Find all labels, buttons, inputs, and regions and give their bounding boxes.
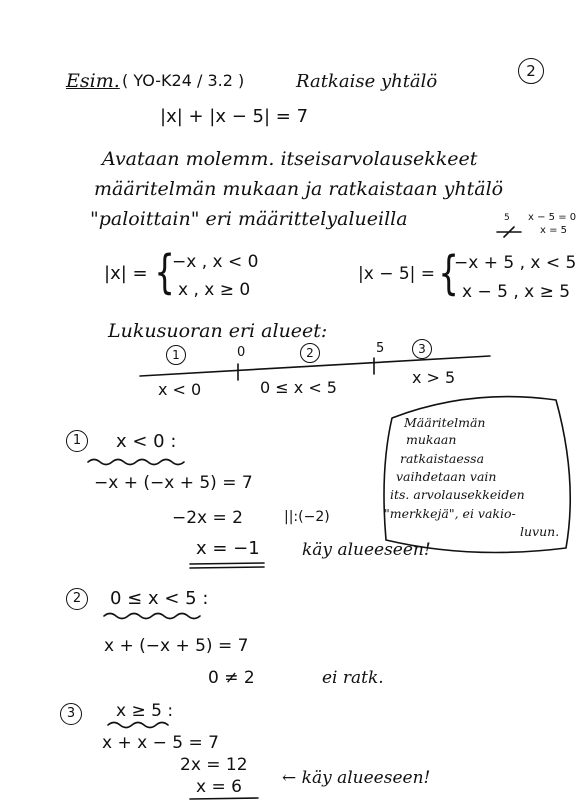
case-2-comment: ei ratk. <box>322 668 384 688</box>
bubble-line-5: its. arvolausekkeiden <box>390 487 525 502</box>
abs-x-lhs: |x| = <box>104 263 148 284</box>
abs-x5-lhs: |x − 5| = <box>358 264 436 284</box>
case-2-marker: 2 <box>66 588 88 610</box>
case-2-wavy-underline <box>104 614 200 619</box>
abs-x-brace: { <box>154 245 175 299</box>
region-2-label: 0 ≤ x < 5 <box>260 378 337 397</box>
region-1-marker: 1 <box>166 345 186 365</box>
case-3-comment: ← käy alueeseen! <box>282 768 431 788</box>
case-1-divide-note: ||:(−2) <box>284 509 330 525</box>
region-1-label: x < 0 <box>158 380 202 399</box>
region-2-marker: 2 <box>300 343 320 363</box>
bubble-line-3: ratkaistaessa <box>400 451 485 466</box>
bubble-line-7: luvun. <box>520 524 560 539</box>
bubble-line-6: "merkkejä", ei vakio- <box>384 506 516 521</box>
case-3-line-2: 2x = 12 <box>180 755 248 775</box>
side-note-arrow <box>497 227 521 237</box>
example-label: Esim. <box>66 70 120 92</box>
side-note-sketch: 5 <box>504 213 510 223</box>
number-line-point-5: 5 <box>376 341 385 356</box>
intro-line-3: "paloittain" eri määrittelyalueilla <box>90 208 408 230</box>
case-1-line-2: −2x = 2 <box>172 508 243 528</box>
case-3-result-underline-a <box>190 798 258 799</box>
case-1-result-underline-a <box>190 563 264 564</box>
abs-x5-case-2: x − 5 , x ≥ 5 <box>462 282 571 302</box>
number-line-axis <box>140 356 490 376</box>
case-1-result-underline-b <box>190 567 264 568</box>
abs-x5-case-1: −x + 5 , x < 5 <box>454 253 577 273</box>
number-line-heading: Lukusuoran eri alueet: <box>108 320 328 342</box>
case-2-line-1: x + (−x + 5) = 7 <box>104 636 249 656</box>
abs-x-case-1: −x , x < 0 <box>172 252 259 272</box>
abs-x-case-2: x , x ≥ 0 <box>178 280 251 300</box>
intro-line-2: määritelmän mukaan ja ratkaistaan yhtälö <box>94 178 504 200</box>
task-instruction: Ratkaise yhtälö <box>296 71 438 92</box>
abs-x5-brace: { <box>438 246 459 300</box>
case-2-condition: 0 ≤ x < 5 : <box>110 588 209 609</box>
case-1-result: x = −1 <box>196 538 260 559</box>
bubble-line-4: vaihdetaan vain <box>396 469 497 484</box>
thought-bubble <box>384 397 570 553</box>
region-3-marker: 3 <box>412 339 432 359</box>
main-equation: |x| + |x − 5| = 7 <box>160 106 309 127</box>
case-1-condition: x < 0 : <box>116 431 177 452</box>
case-3-line-1: x + x − 5 = 7 <box>102 733 219 753</box>
case-3-condition: x ≥ 5 : <box>116 701 174 721</box>
bubble-line-2: mukaan <box>406 432 457 447</box>
case-2-line-2: 0 ≠ 2 <box>208 668 255 688</box>
case-1-wavy-underline <box>88 460 184 465</box>
case-1-line-1: −x + (−x + 5) = 7 <box>94 473 253 493</box>
exam-reference: ( YO-K24 / 3.2 ) <box>122 71 245 90</box>
case-3-wavy-underline <box>108 723 168 728</box>
bubble-line-1: Määritelmän <box>404 415 486 430</box>
case-3-marker: 3 <box>60 703 82 725</box>
side-note-line-2: x = 5 <box>540 225 568 236</box>
case-1-marker: 1 <box>66 430 88 452</box>
region-3-label: x > 5 <box>412 368 456 387</box>
number-line-point-0: 0 <box>237 345 246 360</box>
case-3-result: x = 6 <box>196 777 242 797</box>
case-1-comment: käy alueeseen! <box>302 540 431 560</box>
side-note-line-1: x − 5 = 0 <box>528 212 577 223</box>
intro-line-1: Avataan molemm. itseisarvolausekkeet <box>102 148 478 170</box>
page-number: 2 <box>518 58 544 84</box>
